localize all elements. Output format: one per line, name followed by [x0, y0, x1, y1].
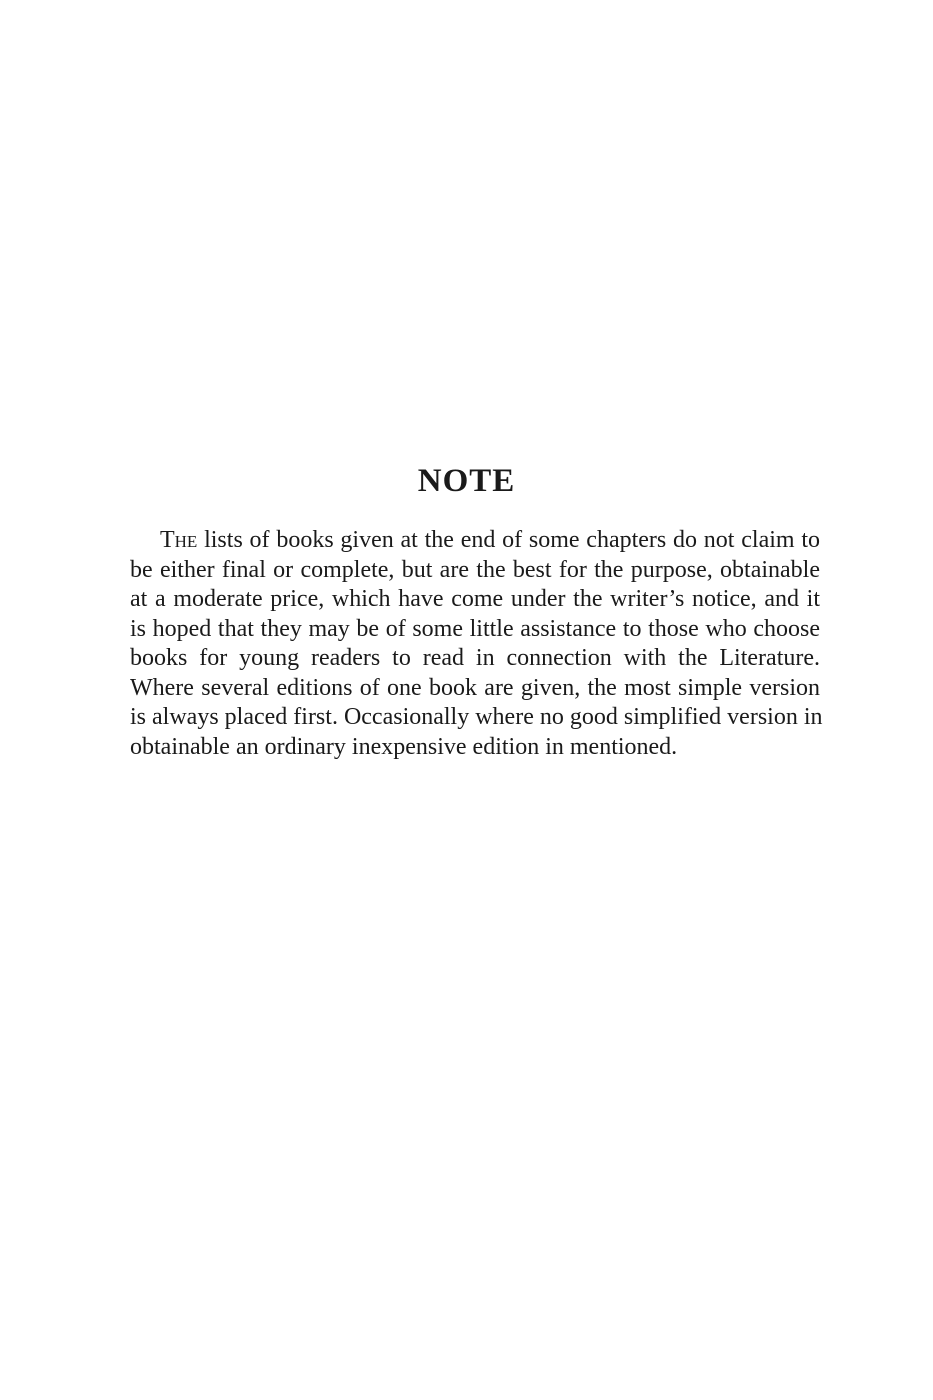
paragraph-line-4: is hoped that they may be of some little assistance to those who choose [130, 615, 820, 642]
paragraph-line-8: obtainable an ordinary inexpensive edition in mentioned. [130, 733, 678, 760]
lead-word: The [160, 527, 198, 553]
note-paragraph [130, 526, 823, 762]
paragraph-line-1 [130, 526, 820, 556]
paragraph-line-3: at a moderate price, which have come under the writer’s notice, and it [130, 586, 820, 612]
line-text: lists of books given at the end of some chapters do not claim to [197, 527, 820, 553]
paragraph-line-2: be either final or complete, but are the best for the purpose, obtainable [130, 556, 820, 583]
paragraph-line-6: Where several editions of one book are given, the most simple version [130, 674, 820, 701]
page-title: NOTE [417, 463, 516, 499]
paragraph-line-5: books for young readers to read in connection with the Literature. [130, 645, 820, 671]
paragraph-line-7: is always placed first. Occasionally where no good simplified version in [130, 704, 823, 730]
